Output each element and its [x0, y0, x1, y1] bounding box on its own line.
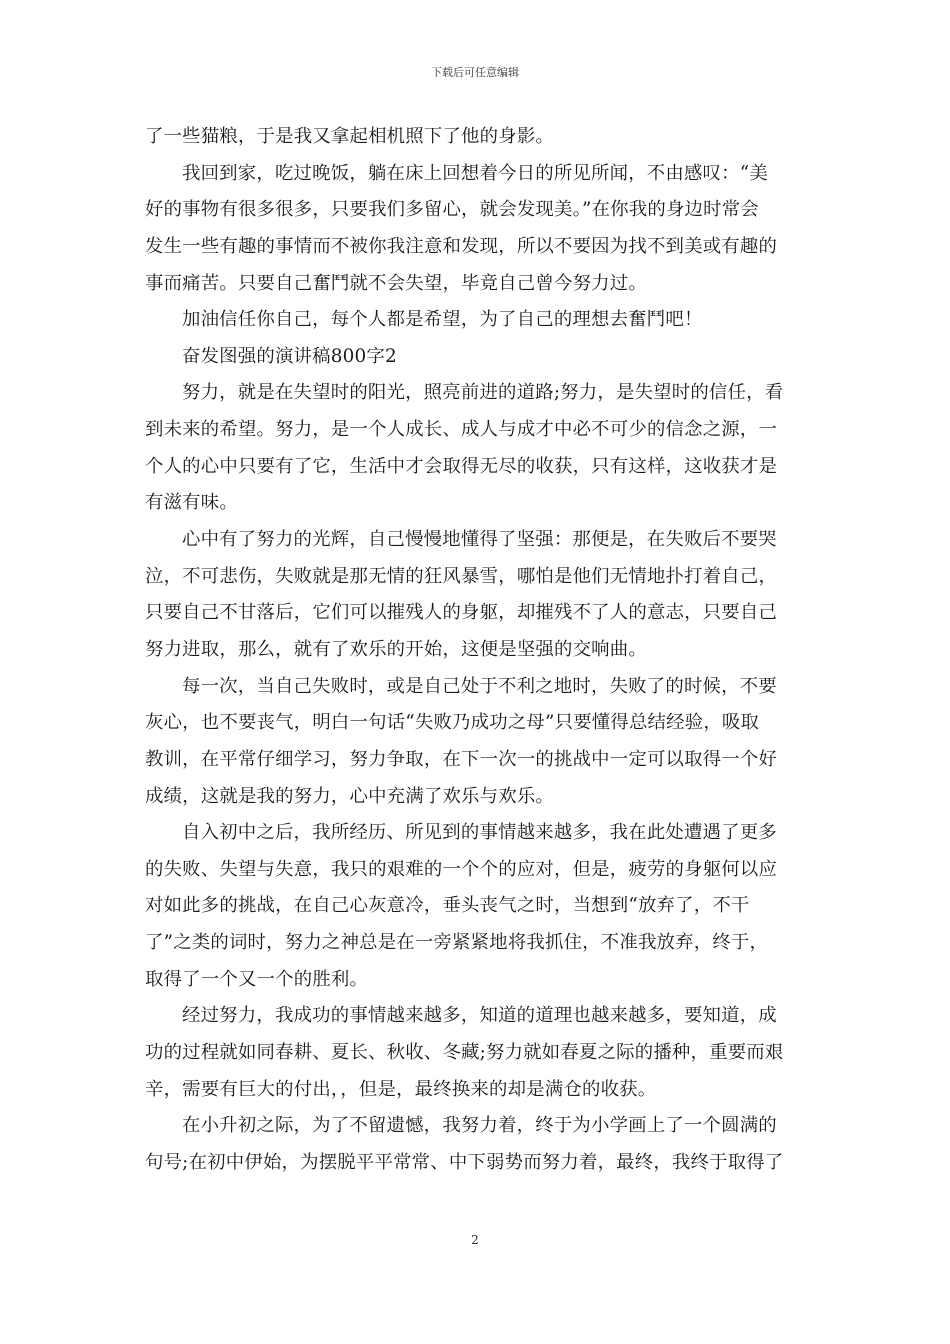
text-line: 对如此多的挑战，在自己心灰意冷，垂头丧气之时，当想到“放弃了，不干 — [145, 895, 750, 917]
text-line: 事而痛苦。只要自己奮鬥就不会失望，毕竟自己曾今努力过。 — [145, 272, 647, 294]
paragraph — [145, 815, 807, 998]
paragraph — [145, 339, 807, 376]
text-line: 在小升初之际，为了不留遗憾，我努力着，终于为小学画上了一个圆满的 — [182, 1115, 777, 1137]
page-header: 下载后可任意编辑 — [431, 66, 519, 79]
text-line: 每一次，当自己失败时，或是自己处于不利之地时，失败了的时候，不要 — [182, 675, 777, 697]
text-line: 到未来的希望。努力，是一个人成长、成人与成才中必不可少的信念之源，一 — [145, 419, 778, 441]
text-line: 心中有了努力的光辉，自己慢慢地懂得了坚强：那便是，在失败后不要哭 — [182, 529, 777, 551]
paragraph — [145, 375, 807, 522]
text-line: 有滋有味。 — [145, 492, 238, 514]
text-line: 自入初中之后，我所经历、所见到的事情越来越多，我在此处遭遇了更多 — [182, 822, 777, 844]
text-line: 经过努力，我成功的事情越来越多，知道的道理也越来越多，要知道，成 — [182, 1005, 777, 1027]
text-line: 成绩，这就是我的努力，心中充满了欢乐与欢乐。 — [145, 785, 554, 807]
paragraph — [145, 119, 807, 156]
text-line: 发生一些有趣的事情而不被你我注意和发现，所以不要因为找不到美或有趣的 — [145, 235, 778, 257]
document-body — [145, 119, 807, 1182]
text-line: 了一些猫粮，于是我又拿起相机照下了他的身影。 — [145, 126, 554, 147]
text-line: 泣，不可悲伤，失败就是那无情的狂风暴雪，哪怕是他们无情地扑打着自己， — [145, 565, 778, 587]
text-line: 努力，就是在失望时的阳光，照亮前进的道路;努力，是失望时的信任，看 — [182, 382, 784, 404]
text-line: 我回到家，吃过晚饭，躺在床上回想着今日的所见所闻，不由感叹：“美 — [182, 162, 768, 184]
text-line: 灰心，也不要丧气，明白一句话“失败乃成功之母”只要懂得总结经验，吸取 — [145, 712, 760, 734]
text-line: 句号;在初中伊始，为摆脱平平常常、中下弱势而努力着，最终，我终于取得了 — [145, 1151, 784, 1173]
paragraph — [145, 156, 807, 303]
text-line: 教训，在平常仔细学习，努力争取，在下一次一的挑战中一定可以取得一个好 — [145, 748, 778, 770]
text-line: 的失败、失望与失意，我只的艰难的一个个的应对，但是，疲劳的身躯何以应 — [145, 858, 778, 880]
paragraph — [145, 1108, 807, 1181]
paragraph — [145, 669, 807, 816]
paragraph — [145, 302, 807, 339]
text-line: 好的事物有很多很多，只要我们多留心，就会发现美。”在你我的身边时常会 — [145, 199, 759, 221]
text-line: 加油信任你自己，每个人都是希望，为了自己的理想去奮鬥吧！ — [182, 309, 703, 331]
text-line: 辛，需要有巨大的付出，，但是，最终换来的却是满仓的收获。 — [145, 1078, 657, 1100]
page-number: 2 — [471, 1233, 479, 1247]
text-line: 努力进取，那么，就有了欢乐的开始，这便是坚强的交响曲。 — [145, 638, 647, 660]
text-line: 功的过程就如同春耕、夏长、秋收、冬藏;努力就如春夏之际的播种，重要而艰 — [145, 1042, 784, 1064]
text-line: 了”之类的词时，努力之神总是在一旁紧紧地将我抓住，不准我放弃，终于， — [145, 932, 769, 954]
text-line: 奋发图强的演讲稿800字2 — [182, 345, 397, 367]
text-line: 取得了一个又一个的胜利。 — [145, 968, 369, 990]
text-line: 个人的心中只要有了它，生活中才会取得无尽的收获，只有这样，这收获才是 — [145, 455, 778, 477]
text-line: 只要自己不甘落后，它们可以摧残人的身躯，却摧残不了人的意志，只要自己 — [145, 602, 778, 624]
paragraph — [145, 522, 807, 669]
paragraph — [145, 998, 807, 1108]
